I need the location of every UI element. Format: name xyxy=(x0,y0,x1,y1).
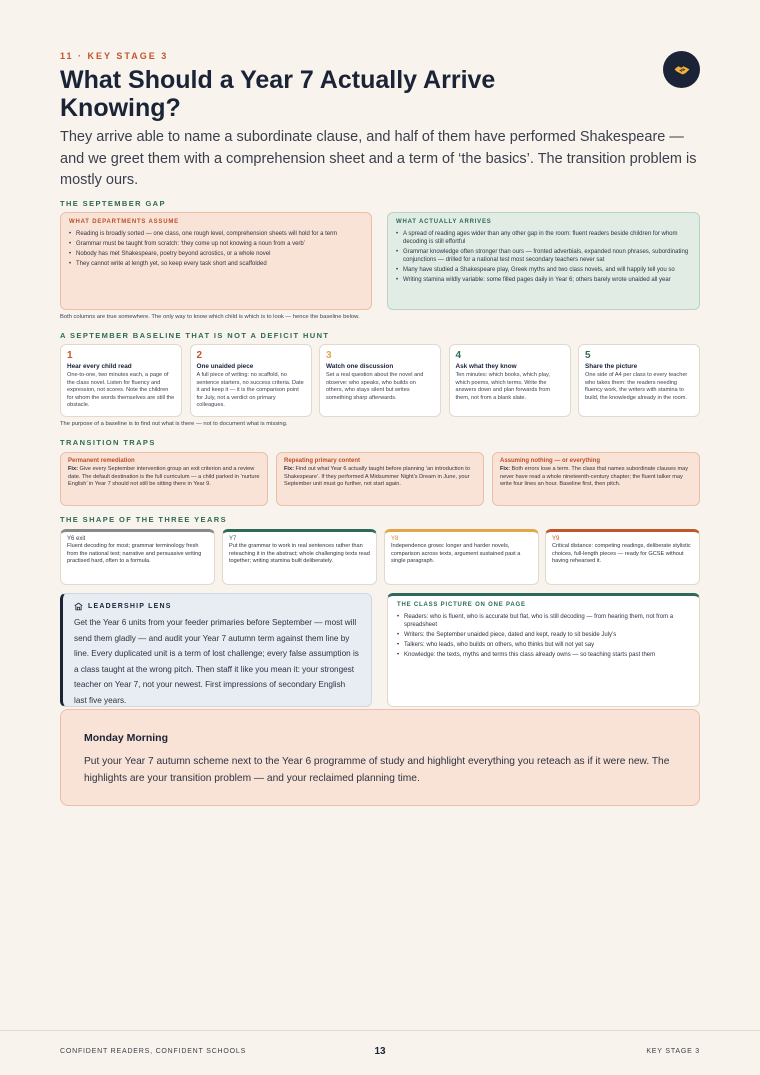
year-card-y8 xyxy=(384,529,539,585)
section-eyebrow: 11 · KEY STAGE 3 xyxy=(60,51,169,61)
baseline-step-2 xyxy=(190,344,312,417)
handshake-badge xyxy=(663,51,700,88)
fix-label: Fix: xyxy=(68,466,78,472)
page-title: What Should a Year 7 Actually Arrive Knowing? xyxy=(60,66,496,122)
trap-body xyxy=(284,466,476,489)
fix-label: Fix: xyxy=(500,466,510,472)
assume-title: WHAT DEPARTMENTS ASSUME xyxy=(69,219,179,225)
arrives-list xyxy=(396,230,691,285)
assume-list xyxy=(69,230,363,268)
list-item: • Many have studied a Shakespeare play, Greek myths and two class novels, and will happily tell you so xyxy=(396,266,691,274)
year-card-y7 xyxy=(222,529,377,585)
list-item: • Writers: the September unaided piece, dated and kept, ready to sit beside July’s xyxy=(397,631,690,639)
fix-label: Fix: xyxy=(284,466,294,472)
trap-card-2 xyxy=(276,452,484,506)
step-title: Share the picture xyxy=(585,363,638,370)
lens-title: LEADERSHIP LENS xyxy=(88,603,172,610)
year-card-y6 xyxy=(60,529,215,585)
step-body: One-to-one, two minutes each, a page of the class novel. Listen for fluency and expression, not scores. Note the children for whom the words themselves are still the obstacle. xyxy=(67,372,175,409)
baseline-step-1 xyxy=(60,344,182,417)
trap-title: Repeating primary content xyxy=(284,458,361,464)
class-picture-title: THE CLASS PICTURE ON ONE PAGE xyxy=(397,602,526,608)
step-title: Ask what they know xyxy=(455,363,517,370)
gap-note: Both columns are true somewhere. The only way to know which child is which is to look — hence the baseline below. xyxy=(60,314,360,320)
step-title: Hear every child read xyxy=(67,363,132,370)
arrives-box xyxy=(387,212,700,310)
baseline-step-5 xyxy=(578,344,700,417)
trap-fix-text: Give every September intervention group an exit criterion and a review date. The default destination is the full curriculum — a child parked in ‘nurture English’ in Year 7 should not still be sitting there in Year 9. xyxy=(68,466,260,488)
baseline-heading: A SEPTEMBER BASELINE THAT IS NOT A DEFICIT HUNT xyxy=(60,331,330,340)
baseline-note: The purpose of a baseline is to find out what is there — not to document what is missing. xyxy=(60,421,288,427)
trap-title: Assuming nothing — or everything xyxy=(500,458,601,464)
leadership-lens-box xyxy=(60,593,372,707)
page-number: 13 xyxy=(374,1046,386,1057)
list-item: • They cannot write at length yet, so keep every task short and scaffolded xyxy=(69,260,363,268)
year-card-y9 xyxy=(545,529,700,585)
list-item: • Grammar must be taught from scratch: ‘they come up not knowing a noun from a verb’ xyxy=(69,240,363,248)
list-item: • Reading is broadly sorted — one class, one rough level, comprehension sheets will hold for a term xyxy=(69,230,363,238)
building-icon xyxy=(74,602,83,611)
list-item: • Talkers: who leads, who builds on others, who thinks but will not yet say xyxy=(397,641,690,649)
years-heading: THE SHAPE OF THE THREE YEARS xyxy=(60,515,227,524)
baseline-step-3 xyxy=(319,344,441,417)
step-body: Ten minutes: which books, which play, which poems, which terms. Write the answers down and plan forwards from them, not from a blank slate. xyxy=(455,372,551,401)
list-item: • Grammar knowledge often stronger than ours — fronted adverbials, expanded noun phrases, subordinating conjunctions — drilled for a national test most secondary teachers never sat xyxy=(396,248,691,265)
year-body: Critical distance: competing readings, deliberate stylistic choices, full-length pieces — ready for GCSE without having rehearsed it. xyxy=(552,543,691,565)
year-body: Independence grows: longer and harder novels, comparison across texts, argument sustained past a single paragraph. xyxy=(391,543,521,565)
trap-title: Permanent remediation xyxy=(68,458,135,464)
footer-divider xyxy=(0,1030,760,1031)
trap-fix-text: Both errors lose a term. The class that names subordinate clauses may never have read a whole nineteenth-century chapter; the fluent talker may write four lines an hour. Baseline first, then pitch. xyxy=(500,466,689,488)
year-body: Put the grammar to work in real sentences rather than reteaching it in the abstract; whole challenging texts read together; writing stamina built deliberately. xyxy=(229,543,370,565)
class-picture-box xyxy=(387,593,700,707)
step-title: One unaided piece xyxy=(196,363,254,370)
class-picture-list xyxy=(397,613,690,659)
step-title: Watch one discussion xyxy=(326,363,394,370)
step-body: Set a real question about the novel and observe: who speaks, who builds on others, who stays silent but writes something sharp afterwards. xyxy=(326,372,424,401)
monday-body: Put your Year 7 autumn scheme next to the Year 6 programme of study and highlight everything you reteach as if it were new. The highlights are your transition problem — and your reclaimed planning time. xyxy=(84,756,670,784)
trap-body xyxy=(500,466,692,489)
baseline-step-4 xyxy=(449,344,571,417)
list-item: • Writing stamina wildly variable: some filled pages daily in Year 6; others barely wrote unaided all year xyxy=(396,276,691,284)
year-label: Y9 xyxy=(552,536,560,542)
list-item: • A spread of reading ages wider than any other gap in the room: fluent readers beside children for whom decoding is still effortful xyxy=(396,230,691,247)
step-number: 2 xyxy=(196,350,203,361)
lens-body: Get the Year 6 units from your feeder primaries before September — most will send them gladly — and audit your Year 7 autumn term against them line by line. Every duplicated unit is a term of lost challenge; every false assumption is a class taught at the wrong pitch. Then staff it like you mean it: your strongest teacher on Year 7, not your newest. First impressions of secondary English last five years. xyxy=(74,618,359,705)
list-item: • Nobody has met Shakespeare, poetry beyond acrostics, or a whole novel xyxy=(69,250,363,258)
step-body: One side of A4 per class to every teacher who takes them: the readers needing fluency work, the writers with stamina to build, the knowledge already in the room. xyxy=(585,372,688,401)
year-label: Y7 xyxy=(229,536,237,542)
year-body: Fluent decoding for most; grammar terminology fresh from the national test; narrative and persuasive writing practised hard, often to a formula. xyxy=(67,543,202,565)
assume-box xyxy=(60,212,372,310)
list-item: • Knowledge: the texts, myths and terms this class already owns — so teaching starts past them xyxy=(397,651,690,659)
lens-header xyxy=(74,602,360,611)
step-number: 1 xyxy=(67,350,73,361)
trap-body xyxy=(68,466,260,489)
traps-heading: TRANSITION TRAPS xyxy=(60,438,156,447)
year-label: Y6 exit xyxy=(67,536,86,542)
step-number: 4 xyxy=(455,350,462,361)
step-number: 3 xyxy=(326,350,332,361)
trap-card-3 xyxy=(492,452,700,506)
list-item: • Readers: who is fluent, who is accurate but flat, who is still decoding — from hearing them, not from a spreadsheet xyxy=(397,613,690,630)
step-body: A full piece of writing: no scaffold, no sentence starters, no success criteria. Date it and keep it — it is the comparison point for July, not a verdict on primary colleagues. xyxy=(196,372,304,409)
monday-title: Monday Morning xyxy=(84,732,168,744)
step-number: 5 xyxy=(585,350,591,361)
footer-left: CONFIDENT READERS, CONFIDENT SCHOOLS xyxy=(60,1048,247,1055)
trap-card-1 xyxy=(60,452,268,506)
arrives-title: WHAT ACTUALLY ARRIVES xyxy=(396,219,492,225)
handshake-icon xyxy=(673,61,691,79)
page-lede: They arrive able to name a subordinate clause, and half of them have performed Shakespeare — and we greet them with a comprehension sheet and a term of ‘the basics’. The transition problem is mostly ours. xyxy=(60,129,697,188)
trap-fix-text: Find out what Year 6 actually taught before planning ‘an introduction to Shakespeare’. If they performed A Midsummer Night’s Dream in June, your September unit must go further, not start again. xyxy=(284,466,470,488)
year-label: Y8 xyxy=(391,536,399,542)
monday-morning-box xyxy=(60,709,700,806)
september-gap-heading: THE SEPTEMBER GAP xyxy=(60,199,166,208)
footer-right: KEY STAGE 3 xyxy=(646,1048,700,1055)
